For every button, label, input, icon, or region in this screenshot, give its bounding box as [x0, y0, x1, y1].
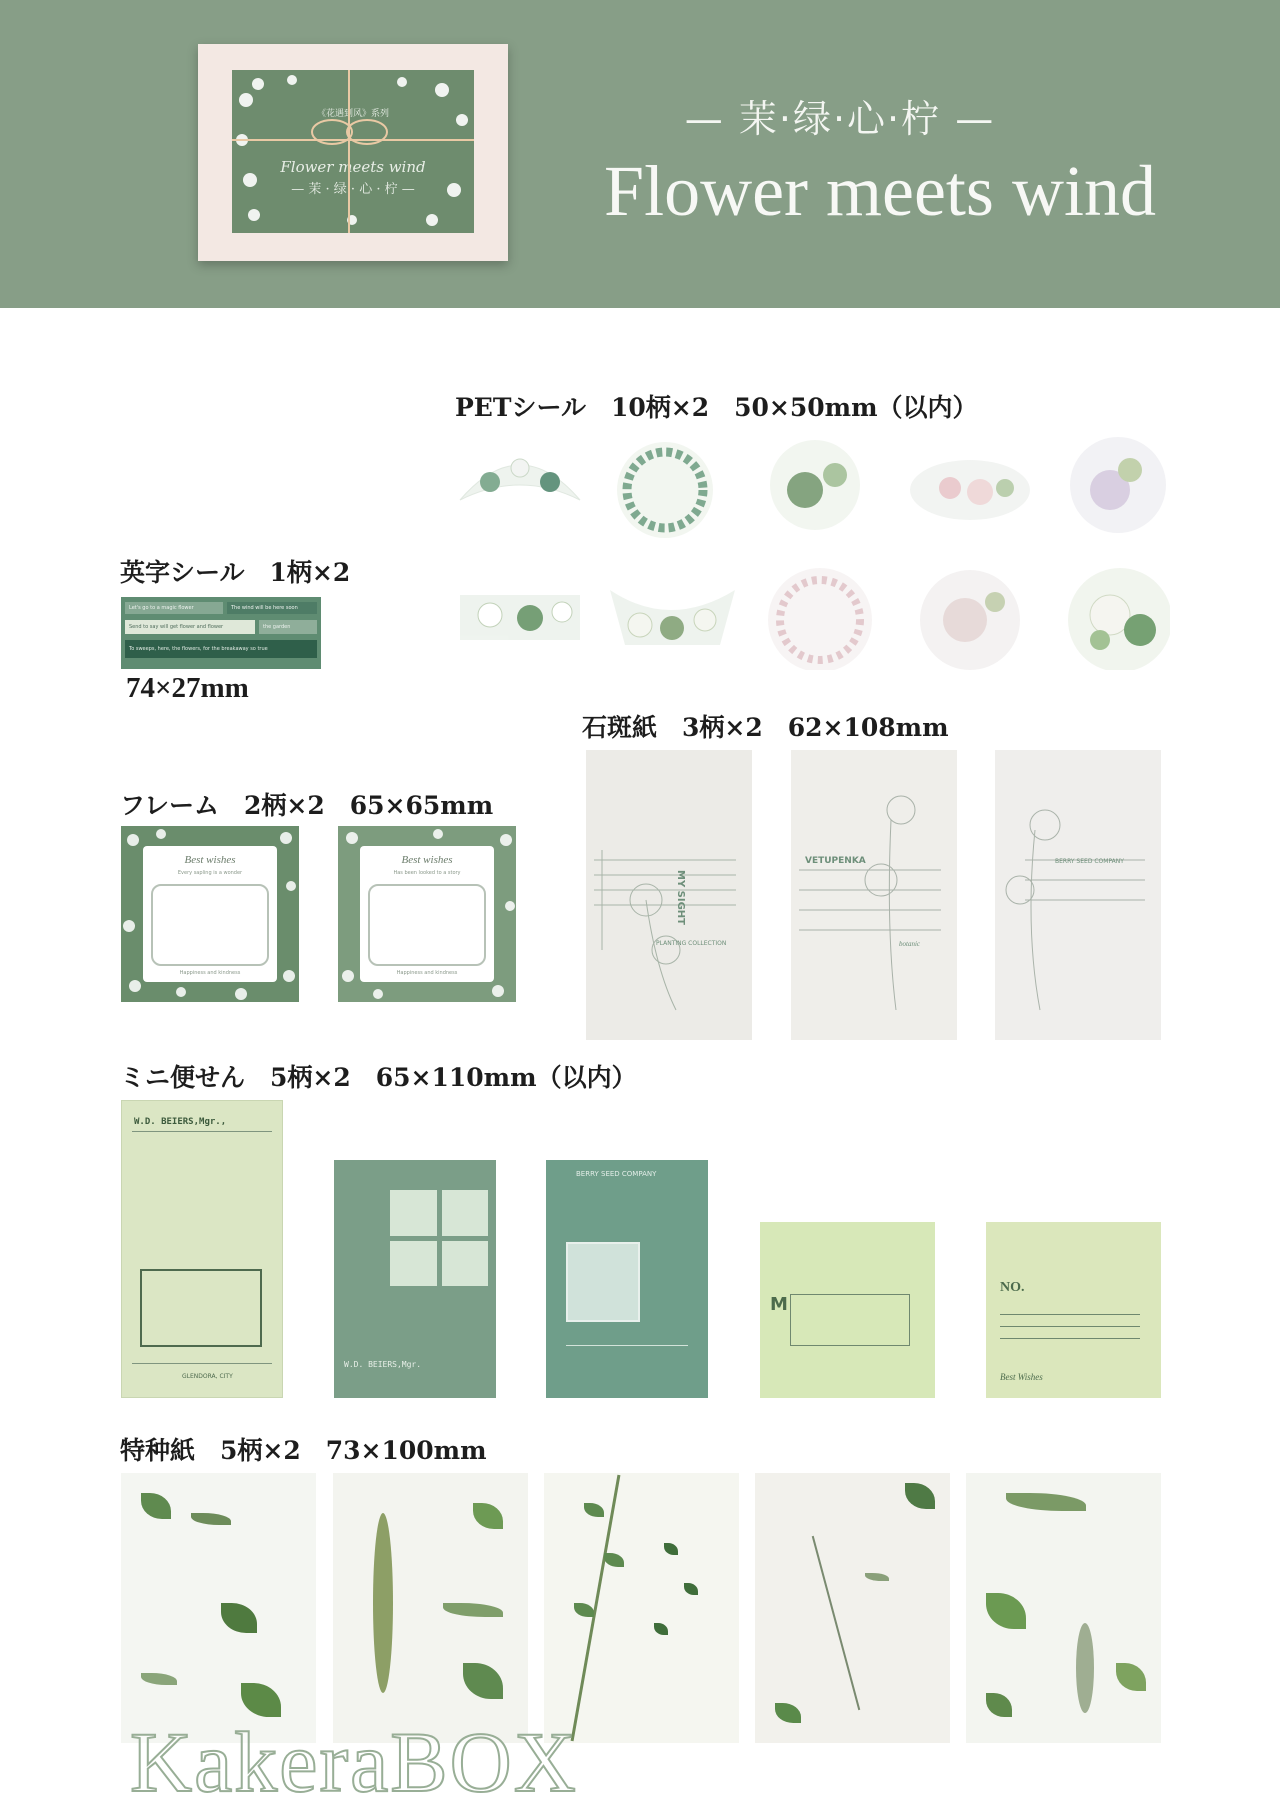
special-paper-3	[544, 1473, 739, 1743]
frame-card-1	[121, 826, 299, 1002]
frame-title: Best wishes	[184, 854, 236, 866]
special-paper-1	[121, 1473, 316, 1743]
header-title: Flower meets wind	[604, 151, 1156, 231]
sekihan-drawing	[586, 750, 752, 1040]
sekihan-text-a: VETUPENKA	[805, 856, 866, 866]
mini-letter-5	[986, 1222, 1161, 1398]
eiji-row-4: the garden	[259, 620, 317, 634]
frame-label: フレーム 2柄×2 65×65mm	[120, 791, 494, 820]
eiji-sticker	[121, 597, 321, 669]
mini-head: M	[770, 1294, 788, 1315]
sekihan-drawing	[995, 750, 1161, 1040]
mini-foot: W.D. BEIERS,Mgr.	[344, 1360, 422, 1369]
pet-sticker-label: PETシール 10柄×2 50×50mm（以内）	[455, 393, 978, 422]
eiji-size: 74×27mm	[126, 672, 249, 704]
sekihan-drawing	[791, 750, 957, 1040]
frame-foot: Happiness and kindness	[396, 970, 458, 976]
mini-head: BERRY SEED COMPANY	[576, 1170, 657, 1178]
eiji-row-2: The wind will be here soon	[227, 602, 317, 614]
box-label-top: 《花遇到风》系列	[316, 109, 389, 119]
eiji-row-5: To sweeps, here, the flowers, for the breakaway so true	[125, 640, 317, 658]
eiji-row-3: Send to say will get flower and flower	[125, 620, 255, 634]
special-label: 特种紙 5柄×2 73×100mm	[120, 1436, 487, 1465]
mini-letter-2	[334, 1160, 496, 1398]
sekihan-text-a: BERRY SEED COMPANY	[1055, 858, 1124, 865]
box-label-script: Flower meets wind	[280, 158, 426, 176]
special-paper-5	[966, 1473, 1161, 1743]
sekihan-text-b: PLANTING COLLECTION	[656, 940, 727, 947]
product-box-cover	[232, 70, 474, 233]
mini-head: NO.	[1000, 1280, 1025, 1295]
frame-sub: Every sapling is a wonder	[177, 870, 243, 876]
header-subtitle: — 茉·绿·心·柠 —	[684, 97, 996, 141]
frame-foot: Happiness and kindness	[179, 970, 241, 976]
mini-letter-3	[546, 1160, 708, 1398]
eiji-row-1: Let's go to a magic flower	[125, 602, 223, 614]
mini-label: ミニ便せん 5柄×2 65×110mm（以内）	[120, 1063, 637, 1092]
mini-letter-4	[760, 1222, 935, 1398]
special-paper-2	[333, 1473, 528, 1743]
pet-sticker-grid	[450, 430, 1170, 670]
sekihan-text-a: MY SIGHT	[675, 870, 686, 925]
mini-foot: Best Wishes	[1000, 1372, 1043, 1382]
sekihan-paper-1	[586, 750, 752, 1040]
sekihan-label: 石斑紙 3柄×2 62×108mm	[582, 713, 949, 742]
eiji-sticker-label: 英字シール 1柄×2	[120, 558, 351, 587]
watermark-kakerabox: KakeraBOX	[130, 1714, 578, 1810]
frame-sub: Has been looked to a story	[393, 870, 461, 876]
mini-foot: GLENDORA, CITY	[182, 1373, 233, 1380]
sekihan-paper-3	[995, 750, 1161, 1040]
box-flowers-and-bow	[232, 70, 474, 233]
box-label-cn: — 茉 · 绿 · 心 · 柠 —	[291, 182, 415, 197]
sekihan-text-b: botanic	[899, 940, 920, 948]
frame-card-2	[338, 826, 516, 1002]
special-paper-4	[755, 1473, 950, 1743]
mini-head: W.D. BEIERS,Mgr.,	[134, 1117, 227, 1127]
frame-title: Best wishes	[401, 854, 453, 866]
sekihan-paper-2	[791, 750, 957, 1040]
mini-letter-1	[121, 1100, 283, 1398]
